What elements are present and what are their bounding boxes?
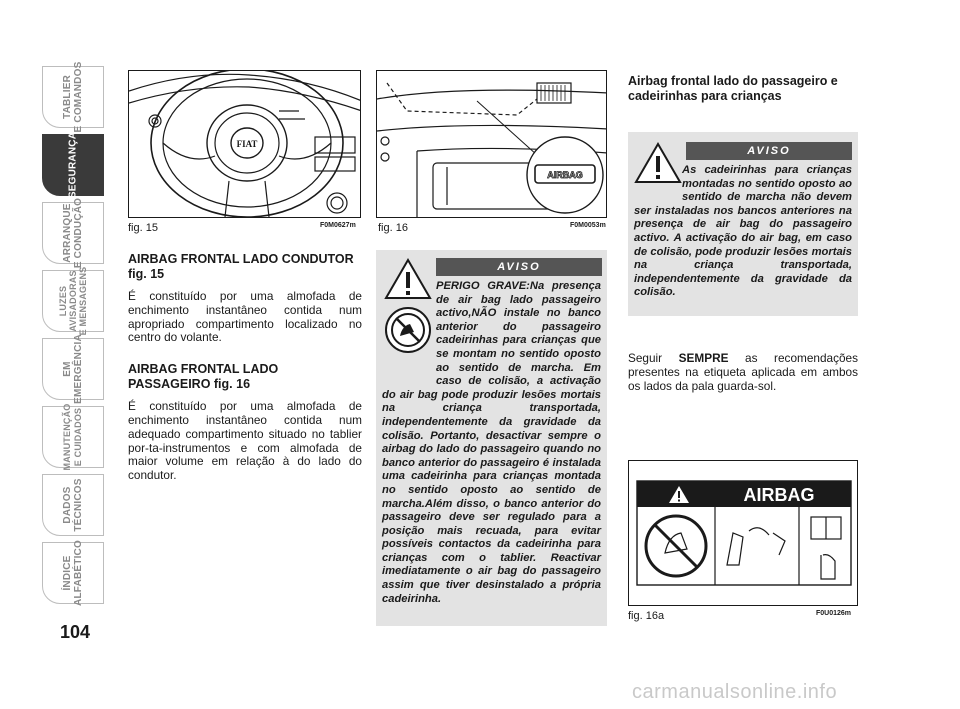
right-column-paragraph <box>628 352 858 393</box>
svg-text:FIAT: FIAT <box>236 139 258 149</box>
tab-label: EM EMERGÊNCIA <box>62 334 84 404</box>
warning-text: PERIGO GRAVE:Na presença de air bag lado passageiro activo,NÃO instale no banco anterior do passageiro cadeirinhas para crianças que se montam no sentido oposto ao sentido de marcha. Em caso de colisão, a activação do air bag pode produzir lesões mortais na criança transportada, independentemente da gravidade da colisão. Portanto, desactivar sempre o airbag do lado do passageiro quando no banco anterior do passageiro é instalada uma cadeirinha para crianças montada no sentido oposto ao sentido de marcha.Além disso, o banco anterior do passageiro deve ser regulado para a posição mais recuada, para evitar possíveis contactos da cadeirinha para crianças com o tablier. Reactivar imediatamente o air bag do passageiro assim que tiver desinstalado a própria cadeirinha. <box>382 280 601 605</box>
dashboard-illustration <box>377 71 607 218</box>
tab-luzes-avisadoras[interactable] <box>42 266 104 336</box>
figure-airbag-label <box>628 460 858 606</box>
figure-passenger-dashboard <box>376 70 607 218</box>
fiat-logo-icon <box>231 128 263 158</box>
right-section-title: Airbag frontal lado do passageiro e cadeirinhas para crianças <box>628 74 838 103</box>
section-driver-airbag-body: É constituído por uma almofada de enchimento instantâneo contida num apropriado compartimento localizado no centro do volante. <box>128 289 362 345</box>
tab-label: MANUTENÇÃO E CUIDADOS <box>62 403 83 471</box>
tab-manutencao-e-cuidados[interactable] <box>42 403 104 471</box>
page-number: 104 <box>60 622 91 642</box>
warning-header: AVISO <box>436 258 602 276</box>
warning-box-child-seats <box>628 132 858 316</box>
icon-spacer <box>634 164 682 192</box>
warning-text: As cadeirinhas para crianças montadas no sentido oposto ao sentido de marcha não devem ser instaladas nos bancos anteriores na presença de air bag do passageiro activo. A activação do air bag, em caso de colisão, pode produzir lesões mortais na criança transportada, independentemente da gravidade da colisão. <box>634 164 852 299</box>
tab-em-emergencia[interactable] <box>42 334 104 404</box>
warning-header: AVISO <box>686 142 852 160</box>
sempre-paragraph: Seguir SEMPRE as recomendações presentes na etiqueta aplicada em ambos os lados da pala guarda-sol. <box>628 351 858 393</box>
tab-indice-alfabetico[interactable] <box>42 542 104 604</box>
section-passenger-airbag-body: É constituído por uma almofada de enchimento instantâneo contida num adequado compartimento situado no tablier por-ta-instrumentos e com almofada de maior volume em relação à do lado do condutor. <box>128 399 362 483</box>
icon-spacer <box>382 280 436 376</box>
tab-label: LUZES AVISADORAS E MENSAGENS <box>58 266 88 336</box>
section-driver-airbag-title: AIRBAG FRONTAL LADO CONDUTOR fig. 15 <box>128 252 354 281</box>
fig15-code: F0M0627m <box>320 222 356 229</box>
fig16a-code: F0U0126m <box>816 610 852 617</box>
tab-label: TABLIER E COMANDOS <box>62 61 84 133</box>
fig16-caption: fig. 16 <box>378 222 408 234</box>
warning-box-passenger-airbag <box>376 250 607 626</box>
svg-text:AIRBAG: AIRBAG <box>547 170 583 180</box>
figure-steering-wheel <box>128 70 361 218</box>
tab-seguranca[interactable] <box>42 131 104 199</box>
tab-tablier-e-comandos[interactable] <box>42 61 104 133</box>
left-column <box>128 252 362 483</box>
fig16a-caption: fig. 16a <box>628 610 665 622</box>
steering-wheel-illustration <box>129 71 361 218</box>
section-passenger-airbag-title: AIRBAG FRONTAL LADO PASSAGEIRO fig. 16 <box>128 362 279 392</box>
tab-label: ÍNDICE ALFABÉTICO <box>62 540 84 606</box>
tab-label: DADOS TÉCNICOS <box>62 478 84 532</box>
fig16-code: F0M0053m <box>570 222 606 229</box>
footer-watermark-logo: carmanualsonline.info <box>632 681 838 703</box>
tab-label: ARRANQUE E CONDUÇÃO <box>62 197 84 269</box>
right-column-title <box>628 74 858 104</box>
tab-dados-tecnicos[interactable] <box>42 474 104 536</box>
fig15-caption: fig. 15 <box>128 222 158 234</box>
tab-arranque-e-conducao[interactable] <box>42 197 104 269</box>
tab-label: SEGURANÇA <box>67 131 79 199</box>
svg-text:AIRBAG: AIRBAG <box>743 485 815 505</box>
airbag-warning-label-illustration <box>629 461 858 606</box>
airbag-badge <box>527 137 603 213</box>
